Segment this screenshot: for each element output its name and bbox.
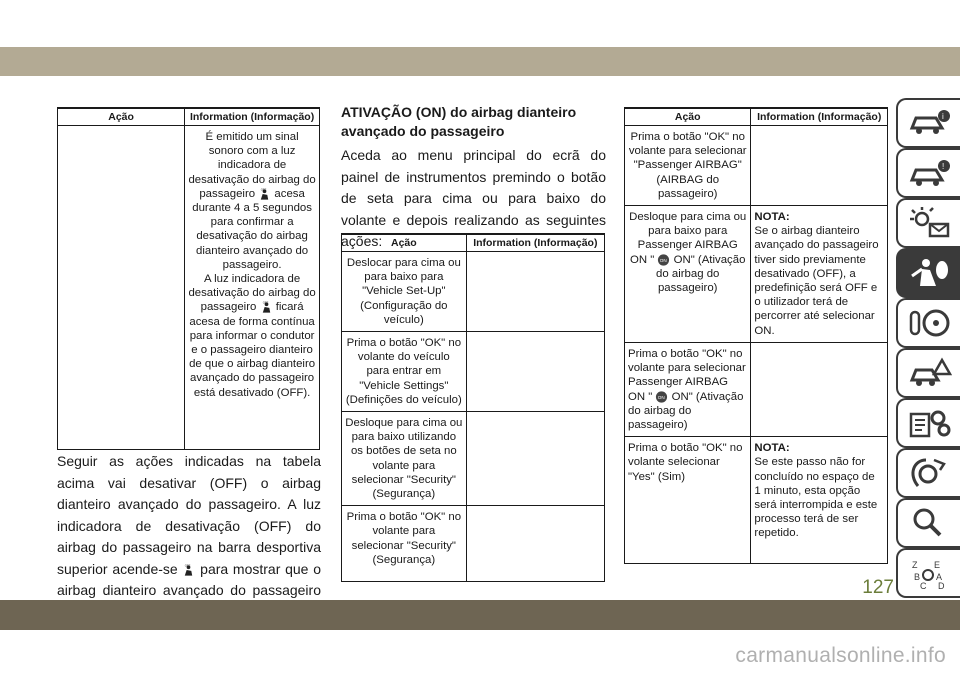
svg-text:OFF: OFF — [185, 563, 191, 568]
col-acao: Ação — [625, 108, 751, 126]
top-band — [0, 0, 960, 76]
service-gears-icon — [908, 406, 952, 440]
tab-airbag-seat[interactable] — [896, 248, 960, 298]
col-info: Information (Informação) — [185, 108, 320, 126]
svg-text:OFF: OFF — [262, 300, 268, 305]
info-cell: É emitido um sinal sonoro com a luz indicadora de desativação do airbag do passageiro OFF acesa durante 4 a 5 segundos para confirmar a desativação do airbag dianteiro avançado do passageiro. A luz indicadora de desativação do airbag do passageiro OFF ficará acesa de forma contínua para informar o condutor e o passageiro dianteiro de que o airbag dianteiro avançado do passageiro está desativado (OFF). — [185, 126, 320, 450]
tab-multimedia[interactable] — [896, 448, 960, 498]
svg-text:!: ! — [942, 162, 945, 171]
table-row: Desloque para cima ou para baixo utilizando os botões de seta no volante para selecionar "Security" (Segurança) — [342, 412, 467, 506]
airbag-off-icon — [258, 187, 271, 201]
svg-text:i: i — [942, 112, 944, 121]
table-row: Prima o botão "OK" no volante para selecionar Passenger AIRBAG ON " ON ON" (Ativação do airbag do passageiro) — [625, 343, 751, 437]
left-paragraph: Seguir as ações indicadas na tabela acima vai desativar (OFF) o airbag dianteiro avançado do passageiro. A luz indicadora de desativação (OFF) do airbag do passageiro na barra desportiva superior acende-se OFF para mostrar que o airbag dianteiro avançado do passageiro — [57, 453, 321, 598]
bottom-band — [0, 600, 960, 630]
table-row: Desloque para cima ou para baixo para Passenger AIRBAG ON " ON ON" (Ativação do airbag do passageiro) — [625, 206, 751, 343]
info-cell: NOTA: Se este passo não for concluído no espaço de 1 minuto, esta opção será interrompida e este processo terá de ser repetido. — [751, 437, 888, 564]
warning-car-icon — [908, 156, 952, 190]
table-row: Deslocar para cima ou para baixo para "Vehicle Set-Up" (Configuração do veículo) — [342, 252, 467, 332]
middle-table — [341, 233, 605, 582]
col-info: Information (Informação) — [751, 108, 888, 126]
lights-icon — [908, 206, 952, 240]
middle-intro: Aceda ao menu principal do ecrã do painel de instrumentos premindo o botão de seta para cima ou para baixo do volante e depois realizando as seguintes ações: — [341, 147, 606, 249]
svg-text:OFF: OFF — [261, 187, 267, 192]
col-acao: Ação — [342, 234, 467, 252]
index-letters-icon — [908, 556, 952, 590]
airbag-off-icon — [182, 563, 195, 577]
airbag-off-icon — [260, 300, 273, 314]
airbag-on-icon — [657, 253, 670, 267]
svg-text:E: E — [934, 560, 941, 570]
tab-car-info[interactable] — [896, 98, 960, 148]
page-number: 127 — [862, 577, 894, 598]
right-table — [624, 107, 888, 564]
left-table — [57, 107, 320, 450]
info-cell: NOTA: Se o airbag dianteiro avançado do passageiro tiver sido previamente desativado (OFF), a predefinição será OFF e o utilizador terá de percorrer até selecionar ON. — [751, 206, 888, 343]
tab-roadside[interactable] — [896, 348, 960, 398]
top-stripe — [0, 47, 960, 76]
tab-warning-car[interactable] — [896, 148, 960, 198]
col-acao: Ação — [58, 108, 185, 126]
multimedia-icon — [908, 456, 952, 490]
table-row: Prima o botão "OK" no volante para selecionar "Security" (Segurança) — [342, 506, 467, 582]
svg-text:A: A — [936, 572, 943, 582]
svg-text:C: C — [920, 581, 927, 590]
table-row: Prima o botão "OK" no volante do veículo para entrar em "Vehicle Settings" (Definições do veículo) — [342, 332, 467, 412]
table-row: Prima o botão "OK" no volante para selecionar "Passenger AIRBAG" (AIRBAG do passageiro) — [625, 126, 751, 206]
search-icon — [908, 506, 952, 540]
tab-steering[interactable] — [896, 298, 960, 348]
airbag-seat-icon — [908, 256, 952, 290]
svg-text:ON: ON — [660, 257, 668, 263]
roadside-warning-icon — [908, 356, 952, 390]
car-info-icon — [908, 106, 952, 140]
tab-lights[interactable] — [896, 198, 960, 248]
svg-text:Z: Z — [912, 560, 918, 570]
footer-watermark: carmanualsonline.info — [735, 644, 946, 667]
svg-text:ON: ON — [658, 394, 666, 400]
footer — [0, 630, 960, 678]
svg-text:B: B — [914, 572, 921, 582]
acao-cell — [58, 126, 185, 450]
svg-text:D: D — [938, 581, 945, 590]
tab-service[interactable] — [896, 398, 960, 448]
tab-search[interactable] — [896, 498, 960, 548]
steering-wheel-icon — [908, 306, 952, 340]
tab-index[interactable] — [896, 548, 960, 598]
table-row: Prima o botão "OK" no volante selecionar "Yes" (Sim) — [625, 437, 751, 564]
section-heading: ATIVAÇÃO (ON) do airbag dianteiro avançado do passageiro — [341, 104, 577, 139]
col-info: Information (Informação) — [466, 234, 604, 252]
airbag-on-icon — [655, 390, 668, 404]
